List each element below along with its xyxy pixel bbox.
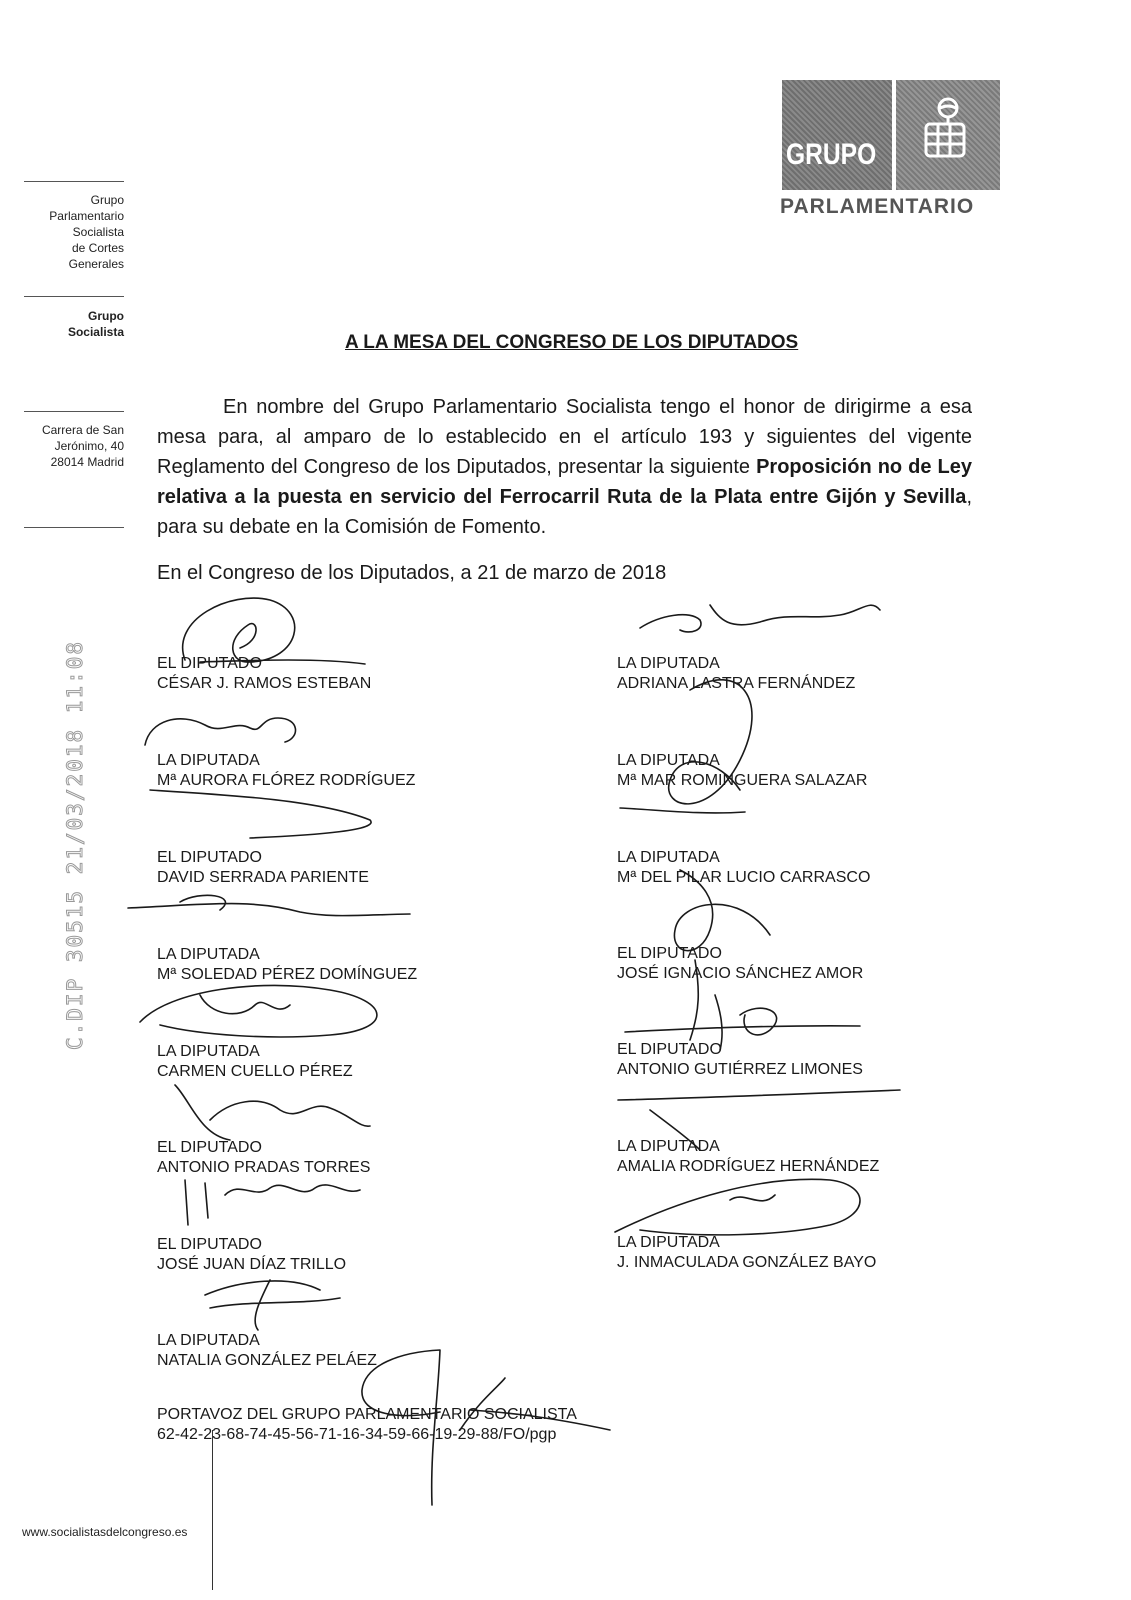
signatory-title: LA DIPUTADA bbox=[157, 1332, 260, 1349]
signature-pradas bbox=[185, 1180, 360, 1225]
body-proposal-title: Proposición no de Ley relativa a la puesta en servicio del Ferrocarril Ruta de la Plata entre Gijón y Sevilla bbox=[157, 456, 972, 508]
document-heading: A LA MESA DEL CONGRESO DE LOS DIPUTADOS bbox=[345, 332, 799, 353]
signatory-right bbox=[617, 1233, 876, 1273]
signature-cuello bbox=[175, 1085, 370, 1140]
signature-diaz bbox=[205, 1280, 340, 1330]
dateline: En el Congreso de los Diputados, a 21 de marzo de 2018 bbox=[157, 562, 667, 584]
sidebar-group-line: Socialista bbox=[67, 325, 124, 339]
signatory-left bbox=[157, 751, 415, 791]
registry-stamp: C.DIP 30515 21/03/2018 11:08 bbox=[63, 639, 87, 1050]
signatory-title: LA DIPUTADA bbox=[617, 849, 720, 866]
signatory-title: EL DIPUTADO bbox=[157, 1139, 262, 1156]
signature-lastra bbox=[640, 605, 880, 632]
signatory-title: EL DIPUTADO bbox=[157, 849, 262, 866]
website-link[interactable]: www.socialistasdelcongreso.es bbox=[22, 1525, 188, 1539]
signatory-right bbox=[617, 1040, 863, 1080]
sidebar-group bbox=[10, 308, 124, 340]
sidebar-rule bbox=[24, 411, 124, 412]
signatory-name: CÉSAR J. RAMOS ESTEBAN bbox=[157, 675, 372, 692]
signatory-title: LA DIPUTADA bbox=[157, 946, 260, 963]
signatory-title: EL DIPUTADO bbox=[617, 1041, 722, 1058]
signatory-name: Mª MAR ROMINGUERA SALAZAR bbox=[617, 772, 868, 789]
spokesperson-block bbox=[157, 1405, 577, 1445]
signatory-name: J. INMACULADA GONZÁLEZ BAYO bbox=[617, 1254, 877, 1271]
sidebar-address-line: Carrera de San bbox=[41, 423, 124, 437]
signature-rominguera bbox=[620, 680, 752, 813]
signatory-name: Mª AURORA FLÓREZ RODRÍGUEZ bbox=[157, 772, 416, 789]
signature-serrada bbox=[128, 895, 410, 915]
sidebar-org-line: de Cortes bbox=[71, 241, 124, 255]
signatory-name: NATALIA GONZÁLEZ PELÁEZ bbox=[157, 1352, 377, 1369]
sidebar-rule bbox=[24, 296, 124, 297]
signature-perez bbox=[140, 985, 377, 1037]
signatory-name: AMALIA RODRÍGUEZ HERNÁNDEZ bbox=[617, 1158, 880, 1175]
sidebar-address bbox=[10, 422, 124, 470]
signatory-left bbox=[157, 654, 371, 694]
reference-code: 62-42-23-68-74-45-56-71-16-34-59-66-19-29-88/FO/pgp bbox=[157, 1426, 557, 1443]
signatory-title: LA DIPUTADA bbox=[617, 752, 720, 769]
signatory-name: ADRIANA LASTRA FERNÁNDEZ bbox=[617, 675, 856, 692]
signatory-title: LA DIPUTADA bbox=[617, 655, 720, 672]
signatory-name: CARMEN CUELLO PÉREZ bbox=[157, 1063, 353, 1080]
sidebar-address-line: Jerónimo, 40 bbox=[54, 439, 124, 453]
logo-left-panel bbox=[782, 80, 892, 190]
signatory-left bbox=[157, 1042, 353, 1082]
sidebar-rule bbox=[24, 527, 124, 528]
sidebar-org-line: Generales bbox=[68, 257, 124, 271]
signatory-title: EL DIPUTADO bbox=[617, 945, 722, 962]
footer-divider bbox=[212, 1430, 213, 1590]
body-end: , para su debate en la Comisión de Fomento. bbox=[157, 486, 972, 538]
signatory-right bbox=[617, 751, 867, 791]
signatory-title: LA DIPUTADA bbox=[157, 1043, 260, 1060]
signatory-name: Mª SOLEDAD PÉREZ DOMÍNGUEZ bbox=[157, 966, 418, 983]
signatory-left bbox=[157, 1331, 377, 1371]
signatory-name: JOSÉ IGNACIO SÁNCHEZ AMOR bbox=[617, 965, 864, 982]
group-logo bbox=[782, 80, 1000, 190]
logo-parlamentario-text: PARLAMENTARIO bbox=[780, 195, 975, 218]
logo-grupo-text: GRUPO bbox=[786, 138, 877, 171]
sidebar-group-line: Grupo bbox=[88, 309, 124, 323]
signatory-title: EL DIPUTADO bbox=[157, 1236, 262, 1253]
signatory-name: ANTONIO PRADAS TORRES bbox=[157, 1159, 371, 1176]
signatory-left bbox=[157, 945, 417, 985]
signatory-title: LA DIPUTADA bbox=[157, 752, 260, 769]
sidebar-rule bbox=[24, 181, 124, 182]
sidebar-org-line: Parlamentario bbox=[49, 209, 124, 223]
body-intro: En nombre del Grupo Parlamentario Socialista tengo el honor de dirigirme a esa mesa para, al amparo de lo establecido en el artículo 193 y siguientes del vigente Reglamento del Congreso de los Diputados, presentar la siguiente bbox=[157, 396, 972, 478]
signatory-title: EL DIPUTADO bbox=[157, 655, 262, 672]
signatory-name: JOSÉ JUAN DÍAZ TRILLO bbox=[157, 1256, 347, 1273]
signatory-name: DAVID SERRADA PARIENTE bbox=[157, 869, 369, 886]
signatory-name: ANTONIO GUTIÉRREZ LIMONES bbox=[617, 1061, 863, 1078]
signatory-name: Mª DEL PILAR LUCIO CARRASCO bbox=[617, 869, 871, 886]
sidebar-org bbox=[10, 192, 124, 272]
sidebar-org-line: Grupo bbox=[90, 193, 124, 207]
signatory-right bbox=[617, 944, 863, 984]
signatory-right bbox=[617, 654, 855, 694]
sidebar-address-line: 28014 Madrid bbox=[50, 455, 124, 469]
rose-fist-icon bbox=[918, 94, 974, 164]
spokesperson-title: PORTAVOZ DEL GRUPO PARLAMENTARIO SOCIALISTA bbox=[157, 1406, 577, 1423]
signature-rodriguez bbox=[615, 1179, 860, 1235]
signatory-title: LA DIPUTADA bbox=[617, 1138, 720, 1155]
signatory-right bbox=[617, 848, 870, 888]
signatory-left bbox=[157, 848, 369, 888]
signatory-title: LA DIPUTADA bbox=[617, 1234, 720, 1251]
document-body bbox=[157, 392, 972, 542]
signatory-right bbox=[617, 1137, 879, 1177]
sidebar-org-line: Socialista bbox=[72, 225, 124, 239]
signatory-left bbox=[157, 1138, 370, 1178]
signatory-left bbox=[157, 1235, 346, 1275]
